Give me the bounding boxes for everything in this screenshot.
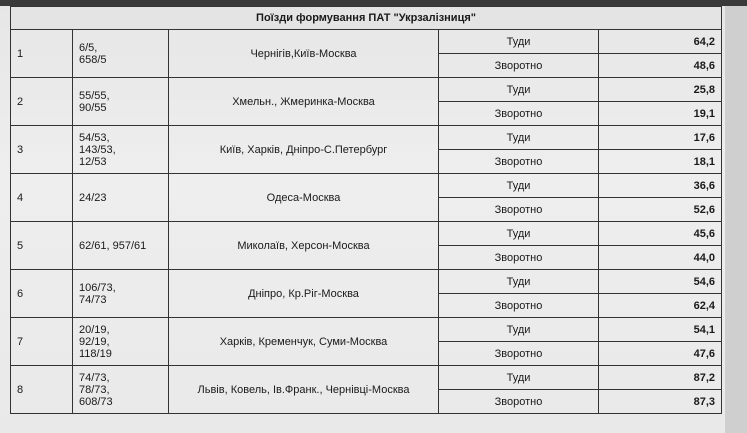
occupancy-value: 19,1	[599, 102, 722, 126]
train-code: 20/19,	[79, 323, 110, 336]
direction-label: Зворотно	[439, 294, 599, 318]
train-code: 12/53	[79, 155, 107, 168]
occupancy-value: 87,2	[599, 366, 722, 390]
train-route: Харків, Кременчук, Суми-Москва	[169, 318, 439, 366]
occupancy-value: 36,6	[599, 174, 722, 198]
direction-label: Туди	[439, 174, 599, 198]
direction-label: Туди	[439, 366, 599, 390]
table-row	[11, 30, 722, 54]
direction-label: Туди	[439, 270, 599, 294]
train-code: 24/23	[79, 191, 107, 204]
table-row	[11, 174, 722, 198]
train-route: Львів, Ковель, Ів.Франк., Чернівці-Москва	[169, 366, 439, 414]
train-number: 7	[11, 318, 73, 366]
table-body	[11, 30, 722, 414]
occupancy-value: 52,6	[599, 198, 722, 222]
table-row	[11, 270, 722, 294]
table-row	[11, 366, 722, 390]
train-number: 2	[11, 78, 73, 126]
direction-label: Туди	[439, 78, 599, 102]
train-route: Миколаїв, Херсон-Москва	[169, 222, 439, 270]
table-row	[11, 318, 722, 342]
table-row	[11, 78, 722, 102]
train-code: 54/53,	[79, 131, 110, 144]
occupancy-value: 17,6	[599, 126, 722, 150]
occupancy-value: 64,2	[599, 30, 722, 54]
occupancy-value: 18,1	[599, 150, 722, 174]
trains-table	[10, 6, 722, 414]
train-number: 3	[11, 126, 73, 174]
train-codes	[73, 222, 169, 270]
train-codes	[73, 270, 169, 318]
train-code: 78/73,	[79, 383, 110, 396]
train-route: Київ, Харків, Дніпро-С.Петербург	[169, 126, 439, 174]
train-codes	[73, 126, 169, 174]
occupancy-value: 44,0	[599, 246, 722, 270]
train-code: 74/73,	[79, 371, 110, 384]
table-row	[11, 126, 722, 150]
train-code: 608/73	[79, 395, 113, 408]
train-code: 62/61, 957/61	[79, 239, 147, 252]
train-code: 90/55	[79, 101, 107, 114]
train-codes	[73, 30, 169, 78]
train-code: 143/53,	[79, 143, 116, 156]
direction-label: Зворотно	[439, 198, 599, 222]
train-route: Хмельн., Жмеринка-Москва	[169, 78, 439, 126]
occupancy-value: 25,8	[599, 78, 722, 102]
direction-label: Туди	[439, 30, 599, 54]
direction-label: Туди	[439, 126, 599, 150]
occupancy-value: 54,6	[599, 270, 722, 294]
train-number: 4	[11, 174, 73, 222]
train-number: 8	[11, 366, 73, 414]
direction-label: Зворотно	[439, 390, 599, 414]
train-code: 74/73	[79, 293, 107, 306]
occupancy-value: 54,1	[599, 318, 722, 342]
train-number: 5	[11, 222, 73, 270]
train-code: 55/55,	[79, 89, 110, 102]
train-code: 118/19	[79, 347, 112, 360]
occupancy-value: 45,6	[599, 222, 722, 246]
direction-label: Туди	[439, 318, 599, 342]
train-codes	[73, 318, 169, 366]
direction-label: Зворотно	[439, 102, 599, 126]
train-code: 92/19,	[79, 335, 110, 348]
train-code: 6/5,	[79, 41, 98, 54]
table-row	[11, 222, 722, 246]
occupancy-value: 62,4	[599, 294, 722, 318]
train-route: Дніпро, Кр.Ріг-Москва	[169, 270, 439, 318]
direction-label: Туди	[439, 222, 599, 246]
train-route: Одеса-Москва	[169, 174, 439, 222]
train-code: 658/5	[79, 53, 107, 66]
train-codes	[73, 366, 169, 414]
train-codes	[73, 174, 169, 222]
train-number: 6	[11, 270, 73, 318]
right-edge	[725, 6, 747, 433]
direction-label: Зворотно	[439, 246, 599, 270]
table-title: Поїзди формування ПАТ "Укрзалізниця"	[11, 7, 722, 30]
train-number: 1	[11, 30, 73, 78]
train-codes	[73, 78, 169, 126]
train-route: Чернігів,Київ-Москва	[169, 30, 439, 78]
direction-label: Зворотно	[439, 342, 599, 366]
direction-label: Зворотно	[439, 54, 599, 78]
occupancy-value: 48,6	[599, 54, 722, 78]
occupancy-value: 47,6	[599, 342, 722, 366]
direction-label: Зворотно	[439, 150, 599, 174]
train-code: 106/73,	[79, 281, 116, 294]
occupancy-value: 87,3	[599, 390, 722, 414]
